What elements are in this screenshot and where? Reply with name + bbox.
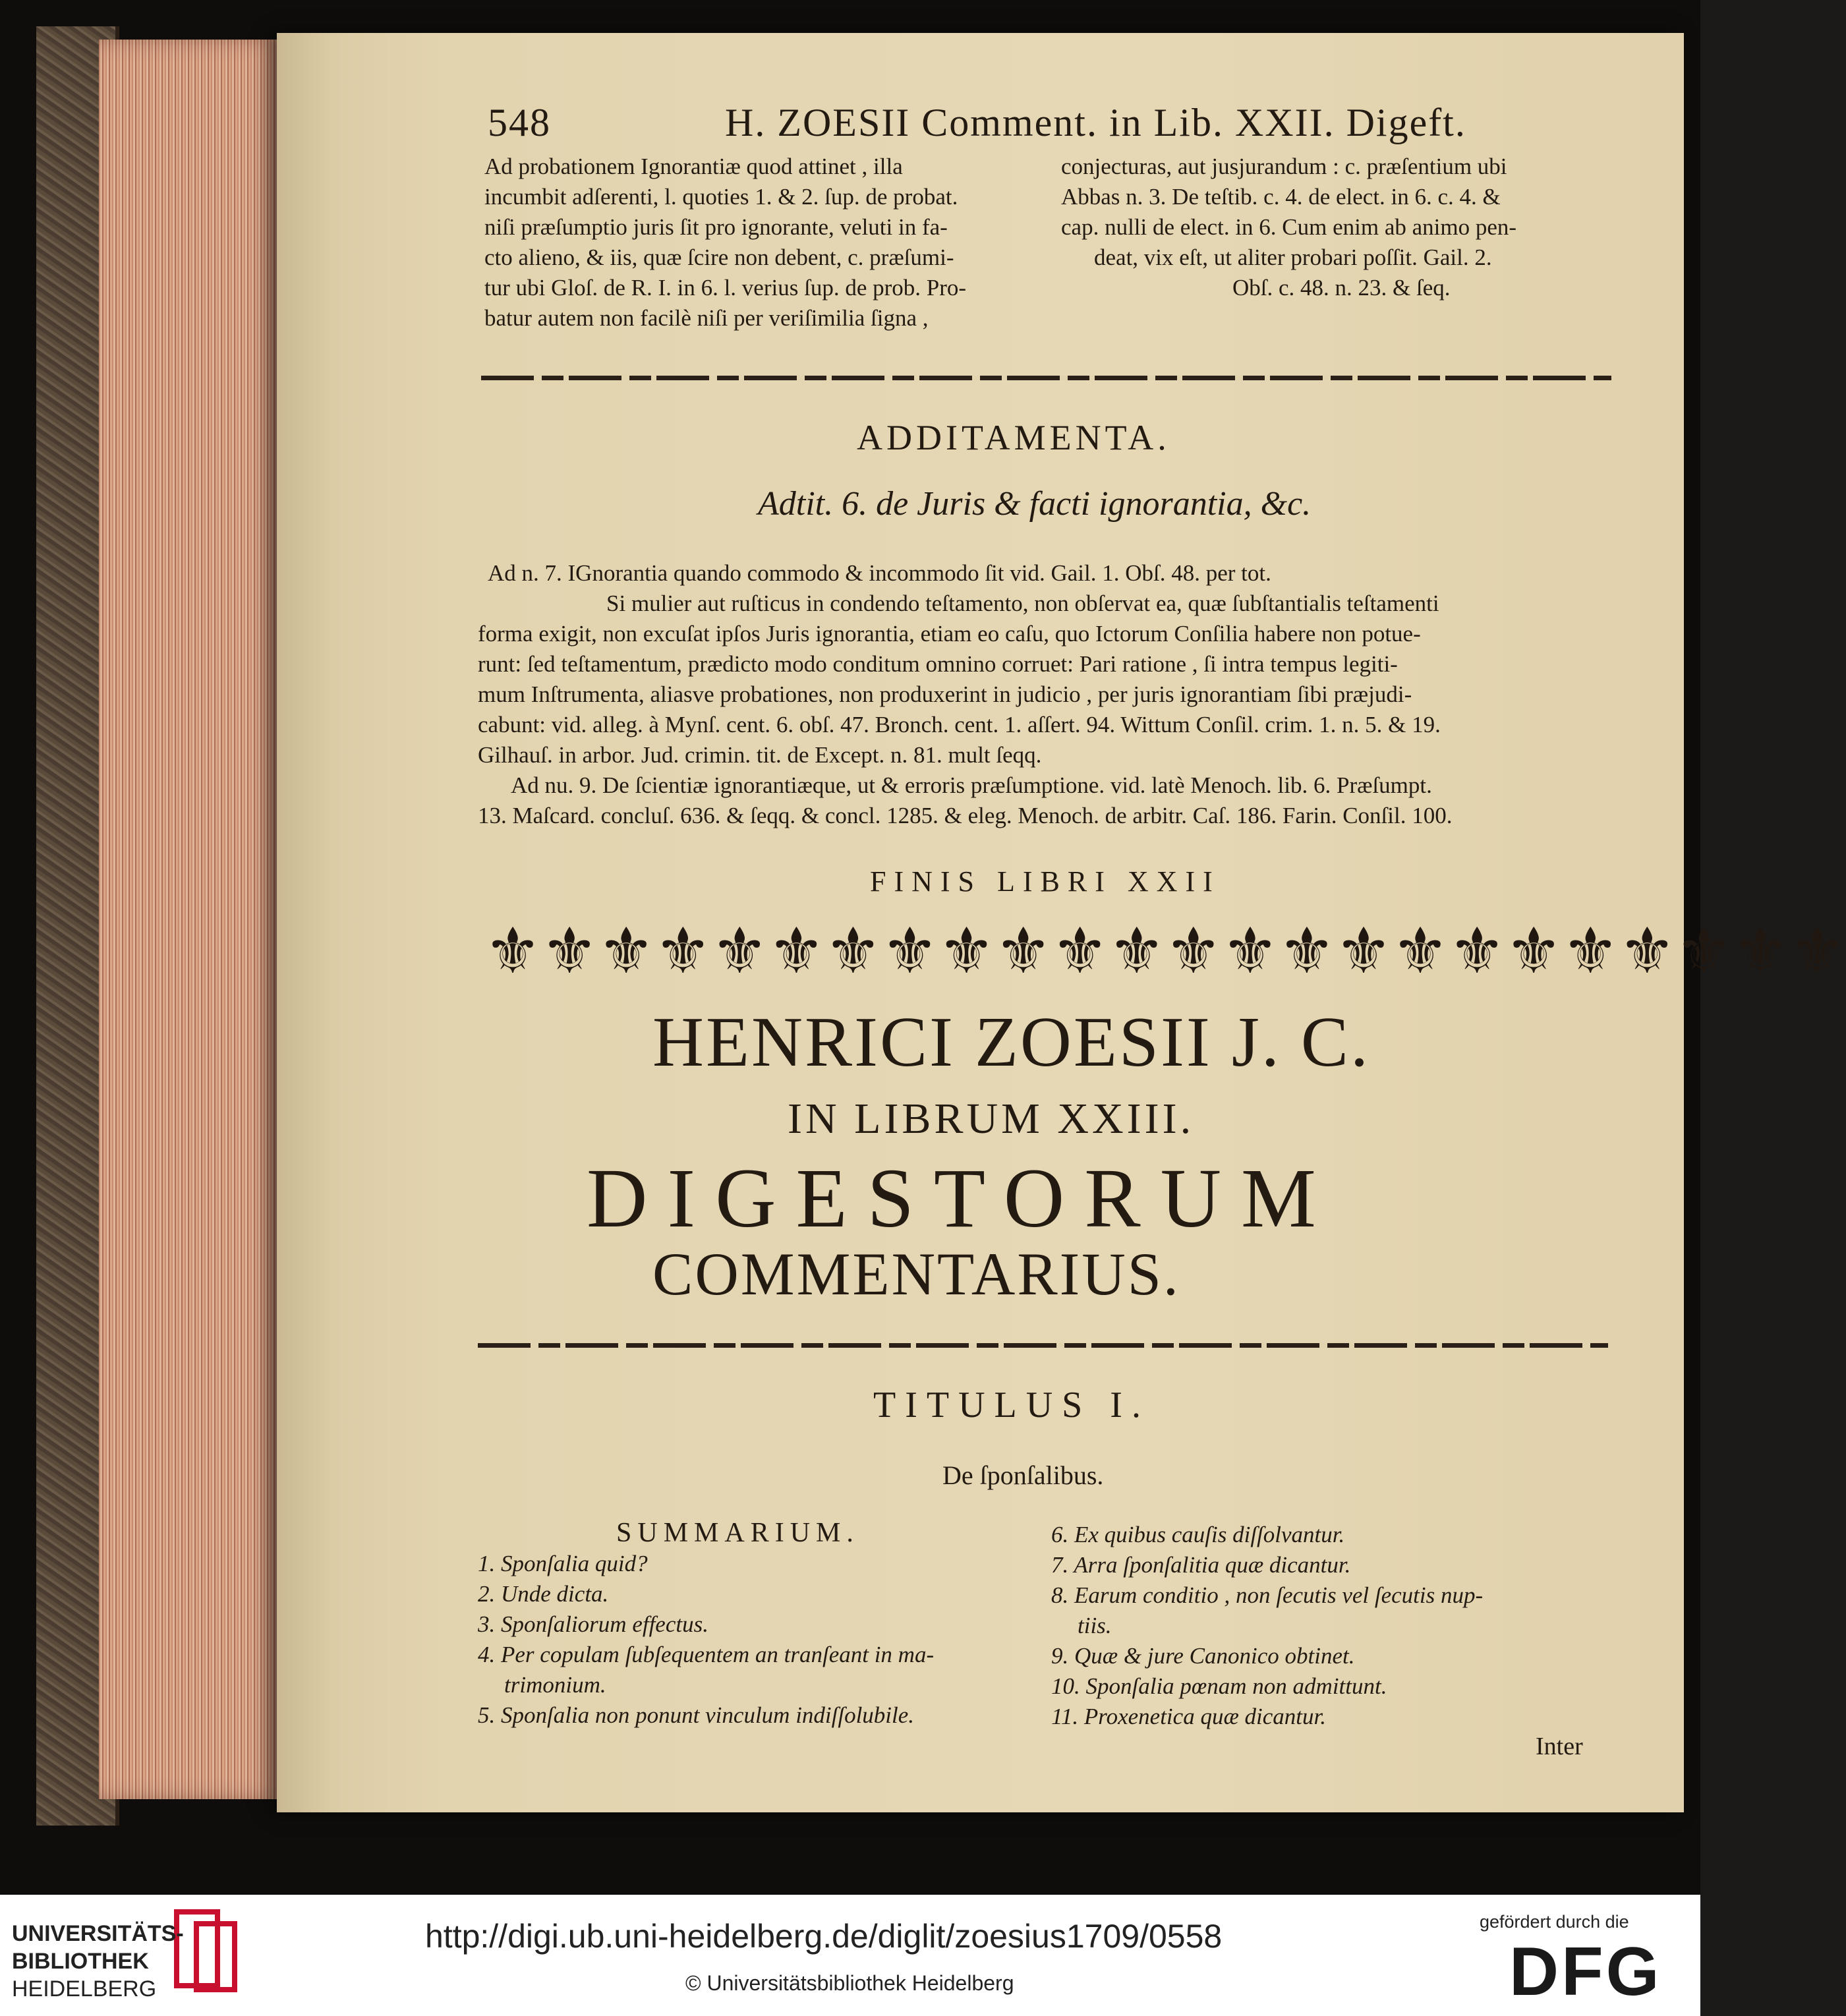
page-number: 548: [488, 101, 551, 144]
top-left-line: cto alieno, & iis, quæ ſcire non debent, c. præſumi-: [484, 245, 954, 270]
dfg-logo: DFG: [1509, 1934, 1662, 2010]
fleuron-icon: ⚜: [1335, 915, 1392, 987]
fleuron-icon: ⚜: [824, 915, 882, 987]
summarium-item: 9. Quæ & jure Canonico obtinet.: [1051, 1643, 1355, 1669]
fleuron-icon: ⚜: [1051, 915, 1109, 987]
finis-libri: FINIS LIBRI XXII: [870, 865, 1221, 898]
additamenta-title: ADDITAMENTA.: [857, 418, 1170, 457]
fleuron-icon: ⚜: [1108, 915, 1165, 987]
summarium-item: 10. Sponſalia pœnam non admittunt.: [1051, 1673, 1387, 1699]
titulus-heading: TITULUS I.: [873, 1385, 1150, 1426]
fleuron-icon: ⚜: [1619, 915, 1676, 987]
fleuron-icon: ⚜: [711, 915, 768, 987]
divider-rule: [481, 376, 1611, 380]
fleuron-icon: ⚜: [1675, 915, 1733, 987]
title-line-1: HENRICI ZOESII J. C.: [652, 1003, 1370, 1081]
summarium-heading: SUMMARIUM.: [616, 1518, 859, 1548]
copyright-text: © Universitätsbibliothek Heidelberg: [685, 1971, 1014, 1995]
summarium-item: 4. Per copulam ſubſequentem an tranſeant in ma-: [478, 1642, 935, 1667]
catchword: Inter: [1536, 1733, 1583, 1760]
ornament-band: [484, 909, 1846, 992]
additamenta-line: Gilhauſ. in arbor. Jud. crimin. tit. de Except. n. 81. mult ſeqq.: [478, 742, 1042, 768]
summarium-item: 7. Arra ſponſalitia quæ dicantur.: [1051, 1552, 1351, 1578]
top-right-line: cap. nulli de elect. in 6. Cum enim ab animo pen-: [1061, 214, 1517, 240]
fleuron-icon: ⚜: [768, 915, 825, 987]
summarium-item: 2. Unde dicta.: [478, 1581, 609, 1607]
top-left-line: niſi præſumptio juris ſit pro ignorante, veluti in fa-: [484, 214, 948, 240]
additamenta-line: Si mulier aut ruſticus in condendo teſtamento, non obſervat ea, quæ ſubſtantialis teſtamenti: [606, 590, 1439, 616]
fleuron-icon: ⚜: [541, 915, 598, 987]
additamenta-subtitle: Adtit. 6. de Juris & facti ignorantia, &c.: [758, 485, 1312, 523]
fleuron-icon: ⚜: [1165, 915, 1222, 987]
top-right-line: conjecturas, aut jusjurandum : c. præſentium ubi: [1061, 154, 1507, 179]
top-right-line: Obſ. c. 48. n. 23. & ſeq.: [1232, 275, 1451, 301]
summarium-item: 1. Sponſalia quid?: [478, 1551, 648, 1576]
logo-text-1: UNIVERSITÄTS-: [12, 1921, 184, 1946]
fleuron-icon: ⚜: [1278, 915, 1335, 987]
fleuron-icon: ⚜: [1449, 915, 1506, 987]
fleuron-icon: ⚜: [881, 915, 938, 987]
additamenta-line: mum Inſtrumenta, aliasve probationes, non produxerint in judicio , per juris ignorantiam ſibi præjudi-: [478, 681, 1412, 707]
top-left-line: Ad probationem Ignorantiæ quod attinet , illa: [484, 154, 903, 179]
additamenta-line: 13. Maſcard. concluſ. 636. & ſeqq. & concl. 1285. & eleg. Menoch. de arbitr. Caſ. 186. Farin. Conſil. 100.: [478, 803, 1453, 828]
summarium-item: 3. Sponſaliorum effectus.: [478, 1611, 708, 1637]
fleuron-icon: ⚜: [598, 915, 655, 987]
additamenta-line: cabunt: vid. alleg. à Mynſ. cent. 6. obſ. 47. Bronch. cent. 1. aſſert. 94. Wittum Conſil. crim. 1. n. 5. & 19.: [478, 712, 1441, 737]
logo-text-2: BIBLIOTHEK: [12, 1949, 149, 1974]
title-line-3: DIGESTORUM: [587, 1151, 1336, 1245]
fleuron-icon: ⚜: [484, 915, 542, 987]
additamenta-line: Ad n. 7. IGnorantia quando commodo & incommodo ſit vid. Gail. 1. Obſ. 48. per tot.: [488, 560, 1271, 586]
logo-text-3: HEIDELBERG: [12, 1976, 157, 2002]
fleuron-icon: ⚜: [1562, 915, 1619, 987]
fleuron-icon: ⚜: [938, 915, 995, 987]
fleuron-icon: ⚜: [1392, 915, 1449, 987]
summarium-item: 11. Proxenetica quæ dicantur.: [1051, 1704, 1327, 1729]
fleuron-icon: ⚜: [1505, 915, 1563, 987]
title-line-4: COMMENTARIUS.: [652, 1240, 1180, 1308]
additamenta-line: runt: ſed teſtamentum, prædicto modo conditum omnino corruet: Pari ratione , ſi intra tempus legiti-: [478, 651, 1398, 677]
funding-text: gefördert durch die: [1480, 1912, 1629, 1932]
summarium-item: 6. Ex quibus cauſis diſſolvantur.: [1051, 1522, 1345, 1547]
additamenta-line: forma exigit, non excuſat ipſos Juris ignorantia, etiam eo caſu, quo Ictorum Conſilia habere non potue-: [478, 621, 1421, 647]
fleuron-icon: ⚜: [1732, 915, 1789, 987]
summarium-item: 5. Sponſalia non ponunt vinculum indiſſolubile.: [478, 1702, 915, 1728]
summarium-item: trimonium.: [504, 1672, 606, 1698]
divider-rule: [478, 1343, 1608, 1348]
top-right-line: Abbas n. 3. De teſtib. c. 4. de elect. in 6. c. 4. &: [1061, 184, 1501, 210]
top-right-line: deat, vix eſt, ut aliter probari poſſit. Gail. 2.: [1094, 245, 1492, 270]
title-line-2: IN LIBRUM XXIII.: [788, 1095, 1195, 1143]
additamenta-line: Ad nu. 9. De ſcientiæ ignorantiæque, ut & erroris præſumptione. vid. latè Menoch. lib. 6. Præſumpt.: [511, 772, 1432, 798]
fleuron-icon: ⚜: [654, 915, 712, 987]
titulus-subheading: De ſponſalibus.: [942, 1460, 1104, 1490]
fleuron-icon: ⚜: [1789, 915, 1846, 987]
summarium-item: 8. Earum conditio , non ſecutis vel ſecutis nup-: [1051, 1582, 1484, 1608]
permalink-url[interactable]: http://digi.ub.uni-heidelberg.de/diglit/zoesius1709/0558: [425, 1918, 1223, 1955]
top-left-line: incumbit adſerenti, l. quoties 1. & 2. ſup. de probat.: [484, 184, 958, 210]
fleuron-icon: ⚜: [1221, 915, 1279, 987]
top-left-line: tur ubi Gloſ. de R. I. in 6. l. verius ſup. de prob. Pro-: [484, 275, 967, 301]
page-edges: [99, 40, 283, 1799]
summarium-item: tiis.: [1078, 1613, 1112, 1638]
fleuron-icon: ⚜: [995, 915, 1052, 987]
top-left-line: batur autem non facilè niſi per veriſimilia ſigna ,: [484, 305, 929, 331]
viewer-footer: [0, 1895, 1700, 2016]
running-title: H. ZOESII Comment. in Lib. XXII. Digeft.: [725, 101, 1466, 144]
